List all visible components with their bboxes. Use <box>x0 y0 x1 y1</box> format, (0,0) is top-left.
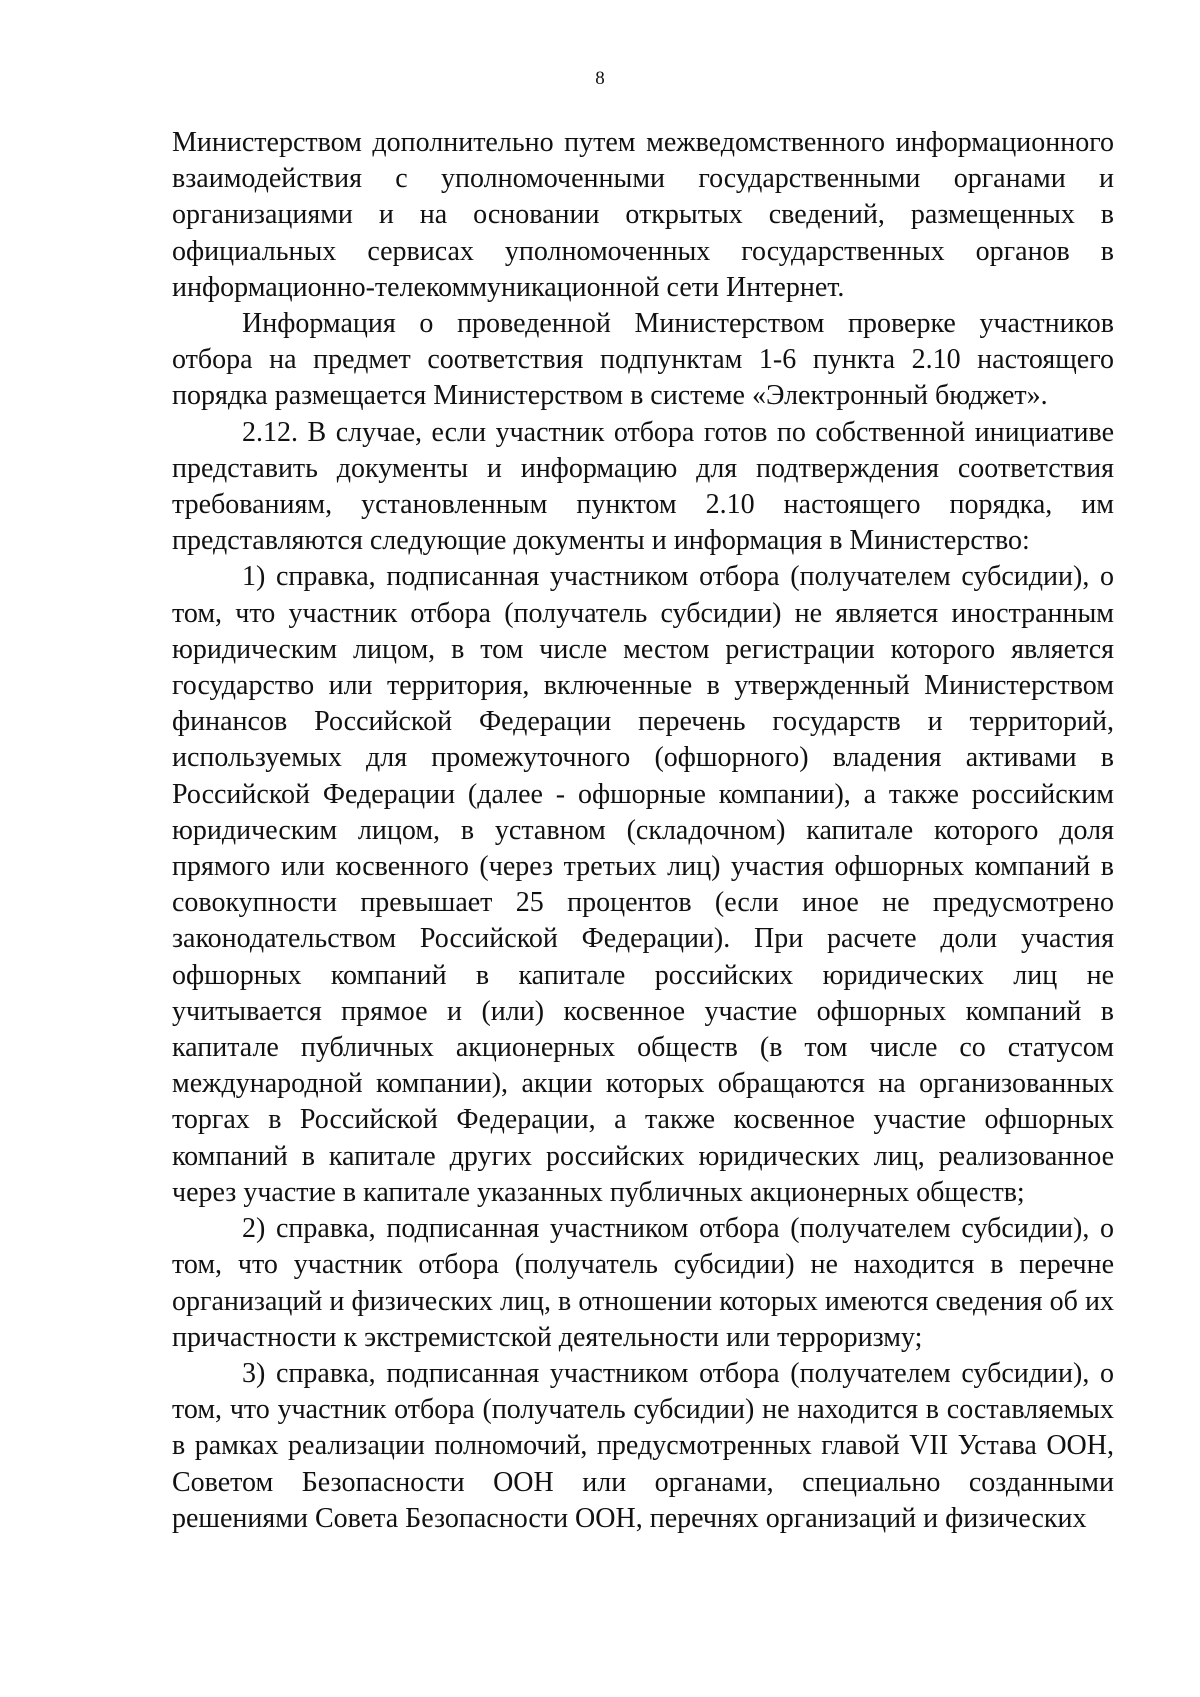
paragraph-continuation: Министерством дополнительно путем межведомственного информационного взаимодействия с уполномоченными государственными органами и организациями и на основании открытых сведений, размещенных в официальных сервисах уполномоченных государственных органов в информационно-телекоммуникационной сети Интернет. <box>172 127 1114 303</box>
paragraph-verification-info: Информация о проведенной Министерством проверке участников отбора на предмет соответствия подпунктам 1-6 пункта 2.10 настоящего порядка размещается Министерством в системе «Электронный бюджет». <box>172 308 1114 412</box>
paragraph-2-12: 2.12. В случае, если участник отбора готов по собственной инициативе представить документы и информацию для подтверждения соответствия требованиям, установленным пунктом 2.10 настоящего порядка, им представляются следующие документы и информация в Министерство: <box>172 416 1114 557</box>
page-number: 8 <box>595 68 605 89</box>
list-item-3: 3) справка, подписанная участником отбора (получателем субсидии), о том, что участник отбора (получатель субсидии) не находится в составляемых в рамках реализации полномочий, предусмотренных главой VII Устава ООН, Советом Безопасности ООН или органами, специально созданными решениями Совета Безопасности ООН, перечнях организаций и физических <box>172 1357 1114 1534</box>
list-item-2: 2) справка, подписанная участником отбора (получателем субсидии), о том, что участник отбора (получатель субсидии) не находится в перечне организаций и физических лиц, в отношении которых имеются сведения об их причастности к экстремистской деятельности или терроризму; <box>172 1213 1114 1353</box>
document-body <box>172 125 1114 1537</box>
list-item-1: 1) справка, подписанная участником отбора (получателем субсидии), о том, что участник отбора (получатель субсидии) не является иностранным юридическим лицом, в том числе местом регистрации которого является государство или территория, включенные в утвержденный Министерством финансов Российской Федерации перечень государств и территорий, используемых для промежуточного (офшорного) владения активами в Российской Федерации (далее - офшорные компании), а также российским юридическим лицом, в уставном (складочном) капитале которого доля прямого или косвенного (через третьих лиц) участия офшорных компаний в совокупности превышает 25 процентов (если иное не предусмотрено законодательством Российской Федерации). При расчете доли участия офшорных компаний в капитале российских юридических лиц не учитывается прямое и (или) косвенное участие офшорных компаний в капитале публичных акционерных обществ (в том числе со статусом международной компании), акции которых обращаются на организованных торгах в Российской Федерации, а также косвенное участие офшорных компаний в капитале других российских юридических лиц, реализованное через участие в капитале указанных публичных акционерных обществ; <box>172 561 1114 1208</box>
